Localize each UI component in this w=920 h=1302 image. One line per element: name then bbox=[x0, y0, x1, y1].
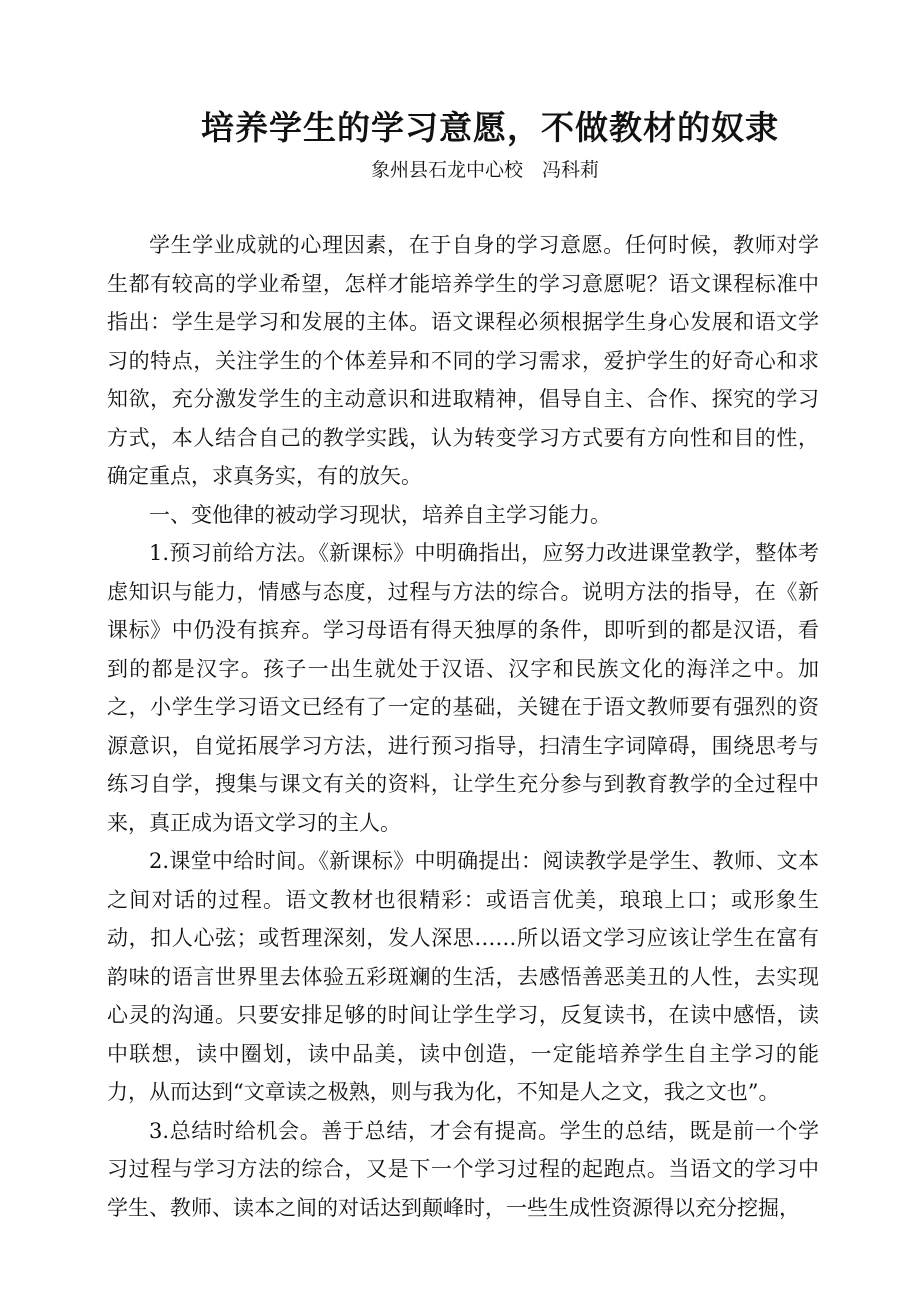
document-title: 培养学生的学习意愿，不做教材的奴隶 bbox=[201, 108, 779, 147]
author-line: 象州县石龙中心校 冯科莉 bbox=[370, 159, 599, 181]
paragraph-3: 3.总结时给机会。善于总结，才会有提高。学生的总结，既是前一个学习过程与学习方法的综合，又是下一个学习过程的起跑点。当语文的学习中学生、教师、读本之间的对话达到颠峰时，一些生成性资源得以充分挖掘， bbox=[107, 1118, 819, 1220]
paragraph-intro: 学生学业成就的心理因素，在于自身的学习意愿。任何时候，教师对学生都有较高的学业希望，怎样才能培养学生的学习意愿呢？语文课程标准中指出：学生是学习和发展的主体。语文课程必须根据学生身心发展和语文学习的特点，关注学生的个体差异和不同的学习需求，爱护学生的好奇心和求知欲，充分激发学生的主动意识和进取精神，倡导自主、合作、探究的学习方式，本人结合自己的教学实践，认为转变学习方式要有方向性和目的性，确定重点，求真务实，有的放矢。 bbox=[107, 233, 819, 488]
document-body bbox=[107, 226, 819, 1227]
paragraph-1: 1.预习前给方法。《新课标》中明确指出，应努力改进课堂教学，整体考虑知识与能力，情感与态度，过程与方法的综合。说明方法的指导，在《新课标》中仍没有摈弃。学习母语有得天独厚的条件，即听到的都是汉语，看到的都是汉字。孩子一出生就处于汉语、汉字和民族文化的海洋之中。加之，小学生学习语文已经有了一定的基础，关键在于语文教师要有强烈的资源意识，自觉拓展学习方法，进行预习指导，扫清生字词障碍，围绕思考与练习自学，搜集与课文有关的资料，让学生充分参与到教育教学的全过程中来，真正成为语文学习的主人。 bbox=[107, 541, 819, 835]
paragraph-2: 2.课堂中给时间。《新课标》中明确提出：阅读教学是学生、教师、文本之间对话的过程。语文教材也很精彩：或语言优美，琅琅上口；或形象生动，扣人心弦；或哲理深刻，发人深思……所以语文学习应该让学生在富有韵味的语言世界里去体验五彩斑斓的生活，去感悟善恶美丑的人性，去实现心灵的沟通。只要安排足够的时间让学生学习，反复读书，在读中感悟，读中联想，读中圈划，读中品美，读中创造，一定能培养学生自主学习的能力，从而达到“文章读之极熟，则与我为化，不知是人之文，我之文也”。 bbox=[107, 849, 819, 1104]
section-heading-1: 一、变他律的被动学习现状，培养自主学习能力。 bbox=[149, 502, 611, 527]
